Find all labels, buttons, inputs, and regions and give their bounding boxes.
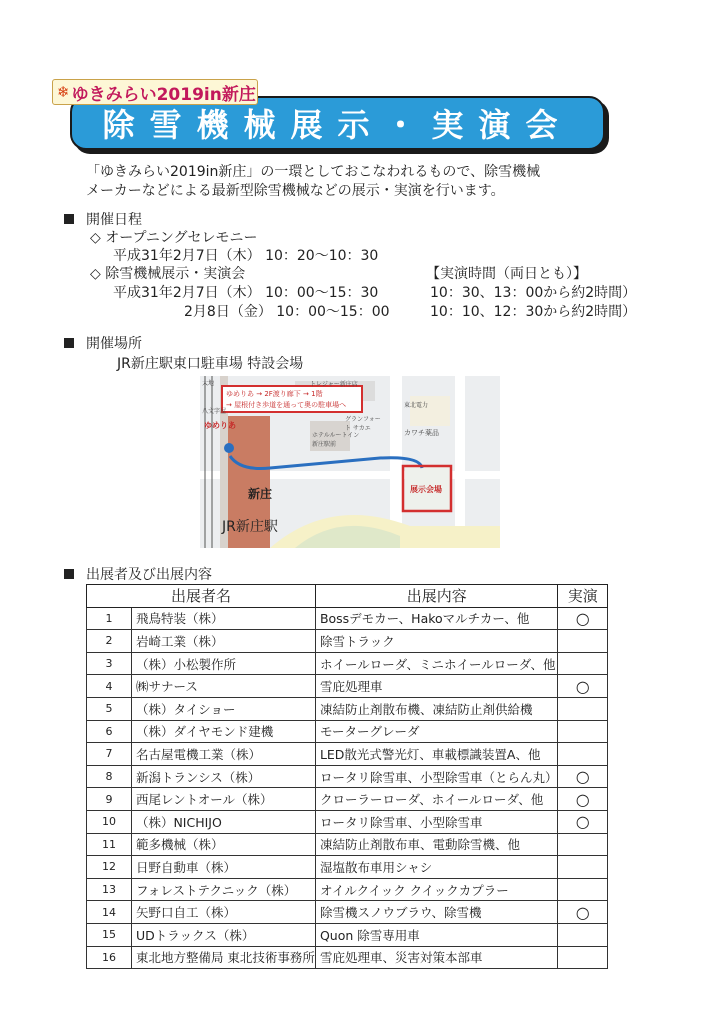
- row-number: 2: [87, 630, 132, 653]
- label-tohoku: 東北電力: [404, 402, 429, 409]
- schedule-item-ceremony: ◇ オープニングセレモニー: [90, 230, 258, 246]
- table-row: [87, 743, 608, 766]
- row-number: 16: [87, 946, 132, 969]
- row-number: 1: [87, 607, 132, 630]
- route-line-1: ゆめりあ → 2F渡り廊下 → 1階: [226, 390, 323, 398]
- demo-mark: ○: [558, 765, 608, 788]
- exhibit-content: 除雪トラック: [315, 630, 558, 653]
- exhibitor-name: （株）NICHIJO: [131, 810, 315, 833]
- label-exhibit-site: 展示会場: [410, 485, 442, 494]
- exhibition-time-day1: 平成31年2月7日（木） 10：00～15：30: [113, 285, 379, 301]
- label-hachibun: 八文字屋: [202, 408, 227, 415]
- demo-mark: [558, 697, 608, 720]
- exhibit-content: ホイールローダ、ミニホイールローダ、他: [315, 652, 558, 675]
- schedule-heading: 開催日程: [64, 211, 142, 229]
- exhibit-content: クローラーローダ、ホイールローダ、他: [315, 788, 558, 811]
- demo-mark: ○: [558, 901, 608, 924]
- exhibitor-name: 西尾レントオール（株）: [131, 788, 315, 811]
- exhibitor-name: （株）小松製作所: [131, 652, 315, 675]
- demo-mark: [558, 856, 608, 879]
- exhibitor-name: 新潟トランシス（株）: [131, 765, 315, 788]
- row-number: 11: [87, 833, 132, 856]
- row-number: 13: [87, 878, 132, 901]
- exhibit-content: ロータリ除雪車、小型除雪車: [315, 810, 558, 833]
- exhibit-content: モーターグレーダ: [315, 720, 558, 743]
- exhibitor-name: ㈱サナース: [131, 675, 315, 698]
- col-exhibitor: 出展者名: [87, 585, 316, 608]
- exhibit-content: 湿塩散布車用シャシ: [315, 856, 558, 879]
- col-demo: 実演: [558, 585, 608, 608]
- exhibit-content: LED散光式警光灯、車載標識装置A、他: [315, 743, 558, 766]
- row-number: 8: [87, 765, 132, 788]
- table-row: [87, 652, 608, 675]
- label-grandfort: グランフォート サカエ: [345, 416, 381, 432]
- label-hotel: ホテルルートイン 新庄駅前: [312, 432, 360, 448]
- demo-mark: ○: [558, 675, 608, 698]
- exhibitor-name: フォレストテクニック（株）: [131, 878, 315, 901]
- table-row: [87, 607, 608, 630]
- demo-mark: [558, 833, 608, 856]
- demo-mark: [558, 923, 608, 946]
- exhibitor-name: （株）ダイヤモンド建機: [131, 720, 315, 743]
- row-number: 12: [87, 856, 132, 879]
- table-header-row: [87, 585, 608, 608]
- row-number: 15: [87, 923, 132, 946]
- exhibit-content: 凍結防止剤散布機、凍結防止剤供給機: [315, 697, 558, 720]
- page-title: 除雪機械展示・実演会: [102, 106, 573, 144]
- demo-mark: ○: [558, 607, 608, 630]
- intro-line-2: メーカーなどによる最新型除雪機械などの展示・実演を行います。: [86, 183, 505, 199]
- square-bullet-icon: [64, 214, 74, 224]
- event-badge-text: ゆきみらい2019in新庄: [71, 84, 256, 105]
- row-number: 4: [87, 675, 132, 698]
- table-row: [87, 923, 608, 946]
- event-badge: [52, 79, 258, 105]
- demo-mark: [558, 743, 608, 766]
- intro-line-1: 「ゆきみらい2019in新庄」の一環としておこなわれるもので、除雪機械: [86, 164, 541, 180]
- exhibitor-name: 範多機械（株）: [131, 833, 315, 856]
- table-row: [87, 720, 608, 743]
- exhibitors-table: [86, 584, 608, 969]
- exhibit-content: ロータリ除雪車、小型除雪車（とらん丸）: [315, 765, 558, 788]
- row-number: 5: [87, 697, 132, 720]
- table-row: [87, 788, 608, 811]
- row-number: 9: [87, 788, 132, 811]
- exhibitor-name: UDトラックス（株）: [131, 923, 315, 946]
- table-row: [87, 833, 608, 856]
- col-content: 出展内容: [315, 585, 558, 608]
- demo-mark: [558, 652, 608, 675]
- exhibit-content: 除雪機スノウブラウ、除雪機: [315, 901, 558, 924]
- venue-map: [200, 376, 500, 548]
- exhibitors-heading: 出展者及び出展内容: [64, 566, 212, 584]
- demo-time-heading: 【実演時間（両日とも）】: [426, 266, 587, 282]
- exhibitor-name: 矢野口自工（株）: [131, 901, 315, 924]
- exhibition-time-day2: 2月8日（金） 10：00～15：00: [184, 304, 390, 320]
- square-bullet-icon: [64, 338, 74, 348]
- exhibitor-name: 飛鳥特装（株）: [131, 607, 315, 630]
- demo-mark: ○: [558, 810, 608, 833]
- exhibitor-name: （株）タイショー: [131, 697, 315, 720]
- exhibit-content: 雪庇処理車: [315, 675, 558, 698]
- demo-mark: [558, 630, 608, 653]
- table-row: [87, 856, 608, 879]
- label-yumeria: ゆめりあ: [204, 421, 236, 430]
- label-jr-station: JR新庄駅: [222, 519, 278, 535]
- demo-mark: [558, 720, 608, 743]
- table-row: [87, 810, 608, 833]
- table-row: [87, 765, 608, 788]
- exhibit-content: Quon 除雪専用車: [315, 923, 558, 946]
- demo-time-day1: 10：30、13：00から約2時間）: [430, 285, 637, 301]
- demo-time-day2: 10：10、12：30から約2時間）: [430, 304, 637, 320]
- label-treasure: トレジャー新庄店: [310, 381, 358, 388]
- exhibit-content: 凍結防止剤散布車、電動除雪機、他: [315, 833, 558, 856]
- exhibit-content: オイルクイック クイックカプラー: [315, 878, 558, 901]
- row-number: 6: [87, 720, 132, 743]
- table-row: [87, 946, 608, 969]
- exhibitor-name: 日野自動車（株）: [131, 856, 315, 879]
- table-row: [87, 878, 608, 901]
- table-row: [87, 697, 608, 720]
- exhibitor-name: 岩崎工業（株）: [131, 630, 315, 653]
- label-shinjo: 新庄: [248, 487, 273, 501]
- demo-mark: ○: [558, 788, 608, 811]
- snow-mascot-icon: ❄: [57, 83, 70, 101]
- ceremony-time: 平成31年2月7日（木） 10：20～10：30: [113, 248, 379, 264]
- exhibit-content: 雪庇処理車、災害対策本部車: [315, 946, 558, 969]
- exhibit-content: Bossデモカー、Hakoマルチカー、他: [315, 607, 558, 630]
- row-number: 10: [87, 810, 132, 833]
- label-kawachi: カワチ薬品: [404, 429, 439, 437]
- row-number: 14: [87, 901, 132, 924]
- demo-mark: [558, 878, 608, 901]
- square-bullet-icon: [64, 569, 74, 579]
- venue-heading: 開催場所: [64, 335, 142, 353]
- schedule-item-exhibition: ◇ 除雪機械展示・実演会: [90, 266, 246, 282]
- row-number: 3: [87, 652, 132, 675]
- demo-mark: [558, 946, 608, 969]
- row-number: 7: [87, 743, 132, 766]
- table-row: [87, 675, 608, 698]
- table-row: [87, 630, 608, 653]
- route-line-2: → 屋根付き歩道を通って奥の駐車場へ: [226, 401, 347, 409]
- exhibitor-name: 東北地方整備局 東北技術事務所: [131, 946, 315, 969]
- label-daichi: 大地: [202, 380, 215, 387]
- exhibitor-name: 名古屋電機工業（株）: [131, 743, 315, 766]
- venue-place: JR新庄駅東口駐車場 特設会場: [117, 356, 304, 372]
- table-row: [87, 901, 608, 924]
